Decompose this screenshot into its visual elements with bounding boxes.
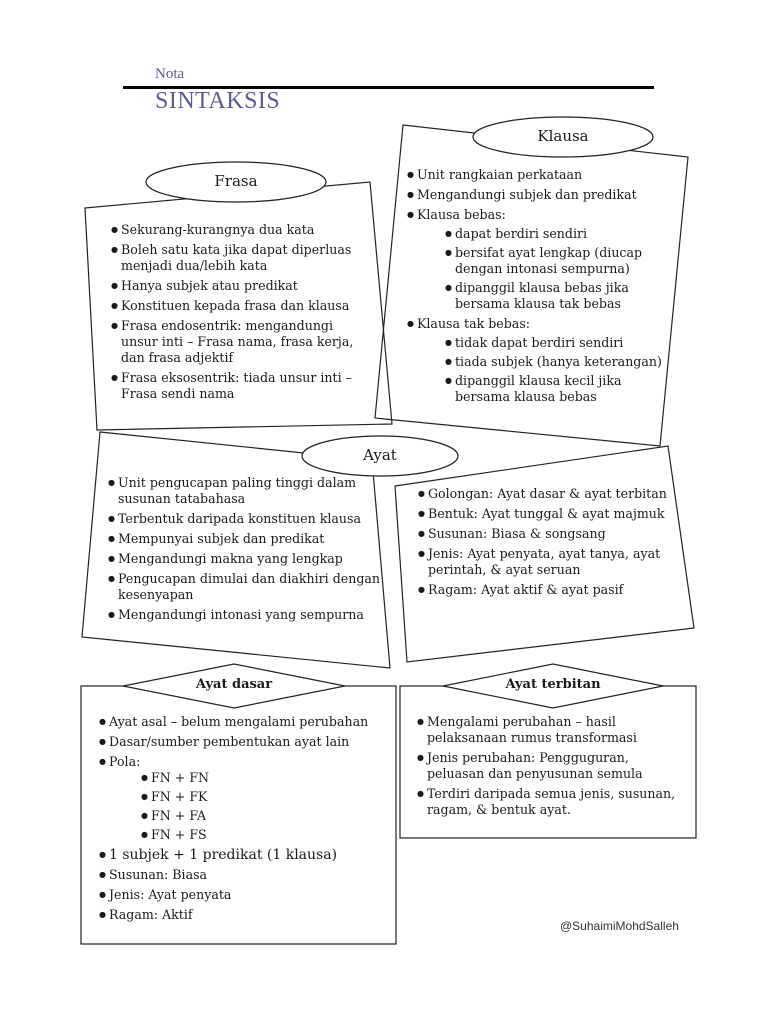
ayat-left-list — [108, 475, 380, 623]
list-item: ● Sekurang-kurangnya dua kata — [111, 222, 371, 238]
list-item: ● Hanya subjek atau predikat — [111, 278, 371, 294]
klausa-content — [407, 167, 662, 409]
list-item: ● FN + FA — [141, 808, 389, 824]
list-item: ● FN + FK — [141, 789, 389, 805]
list-item: ● dapat berdiri sendiri — [445, 226, 662, 242]
list-item: ● FN + FN — [141, 770, 389, 786]
pola-list — [109, 770, 389, 843]
ayat-dasar-list — [99, 714, 389, 923]
list-item: ● Terdiri daripada semua jenis, susunan, ragam, & bentuk ayat. — [417, 786, 683, 818]
klausa-label: Klausa — [537, 127, 589, 145]
list-item: ● Mempunyai subjek dan predikat — [108, 531, 380, 547]
list-item: ● Jenis perubahan: Pengguguran, peluasan dan penyusunan semula — [417, 750, 683, 782]
ayat-left-content — [108, 475, 380, 627]
list-item: ● Jenis: Ayat penyata — [99, 887, 389, 903]
list-item: ● FN + FS — [141, 827, 389, 843]
list-item: ● Jenis: Ayat penyata, ayat tanya, ayat perintah, & ayat seruan — [418, 546, 670, 578]
pola-label: Pola: — [109, 754, 141, 769]
frasa-label: Frasa — [214, 172, 258, 190]
klausa-tak-bebas-list — [417, 335, 662, 405]
list-item: ● 1 subjek + 1 predikat (1 klausa) — [99, 847, 389, 863]
list-item: ● Mengandungi subjek dan predikat — [407, 187, 662, 203]
ayat-right-list — [418, 486, 670, 598]
list-item: ● Frasa eksosentrik: tiada unsur inti – Frasa sendi nama — [111, 370, 371, 402]
author-credit: @SuhaimiMohdSalleh — [560, 919, 679, 933]
list-item: ● Unit rangkaian perkataan — [407, 167, 662, 183]
list-item: ● Ayat asal – belum mengalami perubahan — [99, 714, 389, 730]
list-item: ● Mengalami perubahan – hasil pelaksanaan rumus transformasi — [417, 714, 683, 746]
list-item: ● Mengandungi makna yang lengkap — [108, 551, 380, 567]
list-item: ● Dasar/sumber pembentukan ayat lain — [99, 734, 389, 750]
list-item: ● Golongan: Ayat dasar & ayat terbitan — [418, 486, 670, 502]
list-item: ● Susunan: Biasa — [99, 867, 389, 883]
ayat-terbitan-list — [417, 714, 683, 818]
list-item: ● Frasa endosentrik: mengandungi unsur inti – Frasa nama, frasa kerja, dan frasa adjektif — [111, 318, 371, 366]
ayat-terbitan-content — [417, 714, 683, 822]
klausa-bebas-list — [417, 226, 662, 312]
list-item: ● bersifat ayat lengkap (diucap dengan intonasi sempurna) — [445, 245, 662, 277]
frasa-content — [111, 222, 371, 406]
list-item: ● dipanggil klausa bebas jika bersama klausa tak bebas — [445, 280, 662, 312]
klausa-tak-bebas-label: Klausa tak bebas: — [417, 316, 531, 331]
list-item: ● Ragam: Aktif — [99, 907, 389, 923]
ayat-dasar-content — [99, 714, 389, 927]
list-item: ● Boleh satu kata jika dapat diperluas menjadi dua/lebih kata — [111, 242, 371, 274]
list-item: ● Mengandungi intonasi yang sempurna — [108, 607, 380, 623]
ayat-label: Ayat — [363, 446, 397, 464]
nota-label: Nota — [155, 66, 185, 82]
frasa-list — [111, 222, 371, 402]
list-item: ● Susunan: Biasa & songsang — [418, 526, 670, 542]
list-item: ● Pengucapan dimulai dan diakhiri dengan kesenyapan — [108, 571, 380, 603]
list-item — [407, 316, 662, 405]
list-item: ● tiada subjek (hanya keterangan) — [445, 354, 662, 370]
list-item: ● Unit pengucapan paling tinggi dalam susunan tatabahasa — [108, 475, 380, 507]
ayat-right-content — [418, 486, 670, 602]
ayat-terbitan-label: Ayat terbitan — [505, 677, 601, 692]
list-item — [99, 754, 389, 843]
klausa-list — [407, 167, 662, 405]
ayat-dasar-label: Ayat dasar — [195, 677, 273, 692]
page-title: SINTAKSIS — [155, 88, 281, 114]
list-item: ● Terbentuk daripada konstituen klausa — [108, 511, 380, 527]
list-item: ● Konstituen kepada frasa dan klausa — [111, 298, 371, 314]
klausa-bebas-label: Klausa bebas: — [417, 207, 506, 222]
list-item — [407, 207, 662, 312]
list-item: ● Ragam: Ayat aktif & ayat pasif — [418, 582, 670, 598]
list-item: ● tidak dapat berdiri sendiri — [445, 335, 662, 351]
list-item: ● Bentuk: Ayat tunggal & ayat majmuk — [418, 506, 670, 522]
list-item: ● dipanggil klausa kecil jika bersama klausa bebas — [445, 373, 662, 405]
